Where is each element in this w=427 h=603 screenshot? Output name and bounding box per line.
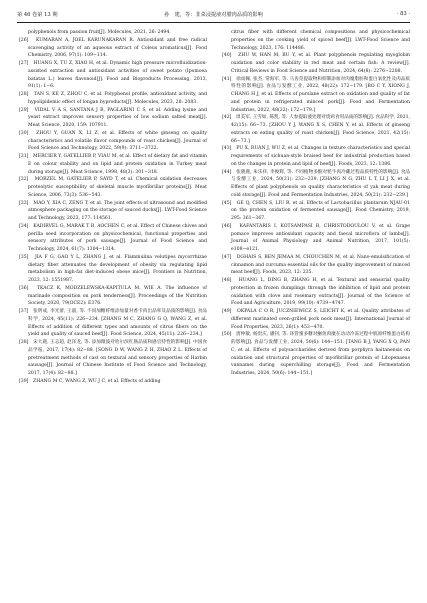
- reference-entry: [26] KUMARAN A, JOEL KARUNAKARAN R. Antioxidant and free radical scavenging activity of an aqueous extract of Coleus aromaticus[J]. Food Chemistry, 2006, 97(1): 109−114.: [19, 37, 207, 59]
- reference-entry: [43] PU X, RUAN J, WU Z, et al. Changes in texture characteristics and special requirements of sichuan-style braised beef for industrial production based on the changes in protein and lipid of beef[J]. Foods, 2023, 12: 1386.: [222, 146, 410, 167]
- reference-entry: [50] 唐仲敏, 杨贵庆, 潘钊, 等. 环管蜜多糖对鮰鱼肉糜在动动冷冻过程中肌原纤维蛋白结构的影响[J]. 食品与发酵工业, 2024, 50(6): 144−151. [TANG B J, YANG X Q, PAN C, et al. Effects of polysaccharides derived from porphyra haitanensis on oxidation and structural properties of myofibrillar protein of Litopenaeus vannamei during superchilling storage[J]. Food and Fermentation Industries, 2024, 50(6): 144−151.]: [222, 332, 410, 376]
- reference-entry: [29] VIDAL V A S, SANTANA J B, PAGLARINI C S, et al. Adding lysine and yeast extract improves sensory properties of low sodium salted meat[J]. Meat Science, 2020, 159: 107911.: [19, 107, 207, 128]
- reference-entry: [46] KAFANTARIS I, KOTSAMPASI B, CHRISTODOULOU V, et al. Grape pomace improves antioxidant capacity and faecal microflora of lambs[J]. Journal of Animal Physiology and Animal Nutrition, 2017, 101(5): e108−e121.: [222, 223, 410, 252]
- reference-entry: [49] OKPALA C O R, JUCZNIEWICZ S, LEICHT K, et al. Quality attributes of different marinated oven-grilled pork neck meat[J]. International Journal of Food Properties, 2023, 26(1): 453−470.: [222, 309, 410, 330]
- reference-entry: [34] KADIRVEL G, MARAK T B, AOCHEN C, et al. Effect of Chinese chives and perilla seed incorporation on physicochemical, functional properties and sensory attributes of pork sausage[J]. Journal of Food Science and Technology, 2024, 61(7): 1304−1314.: [19, 223, 207, 252]
- reference-entry: [48] HUANG L, DING B, ZHANG H, et al. Textural and sensorial quality protection in frozen dumplings through the inhibition of lipid and protein oxidation with clove and rosemary extracts[J]. Journal of the Science of Food and Agriculture, 2019, 99(10): 4739−4747.: [222, 278, 410, 307]
- reference-entry: citrus fiber with different chemical compositions and physicochemical properties on the cooking yield of spiced beef[J]. LWT-Food Science and Technology, 2023, 176: 114486.: [231, 30, 410, 51]
- reference-entry: [42] 周美军, 王雪如, 陈凯, 等. 人参提取液处理对烧鸡食用品质的影响[J]. 食品科学, 2021, 42(15): 66−73. [ZHOU Y J, WANG X S, CHEN Y, et al. Effects of ginseng extracts on eating quality of roast chicken[J]. Food Science, 2021, 42(15): 66−73.]: [222, 115, 410, 144]
- page-number: · 83 ·: [396, 11, 410, 17]
- reference-entry: [33] MAO Y, XIA C, ZENG T, et al. The joint effects of ultrasound and modified atmosphere packaging on the storage of sauced ducks[J]. LWT-Food Science and Technology, 2023, 177: 114561.: [19, 200, 207, 221]
- header-rule: [17, 22, 410, 23]
- reference-entry: [30] ZHOU Y, GUAN X, LI Z, et al. Effects of white ginseng on quality characteristics and volatile flavor compounds of roast chicken[J]. Journal of Food Science and Technology, 2022, 59(9): 3711−3722.: [19, 130, 207, 152]
- reference-entry: [28] TAN S, KE Z, ZHOU C, et al. Polyphenol profile, antioxidant activity, and hypolipidemic effect of longan byproducts[J]. Molecules, 2023, 28: 2083.: [19, 92, 207, 105]
- reference-entry: [35] JIA F G, GAO Y L, ZHANG J, et al. Flammulina velutipes mycorrhizae dietary fiber attenuates the development of obesity via regulating lipid metabolism in high-fat diet-induced obese mice[J]. Frontiers in Nutrition, 2023, 12: 1551987.: [19, 254, 207, 283]
- running-header: [17, 9, 410, 21]
- reference-entry: [38] 宋大鹿, 王志超, 赵泽龙, 等. 添加微波对哈尔滨红肠品质和感官特性的影响[J]. 中国食品学报, 2017, 17(4): 82−88. [SONG D W, WANG Z H, ZHAO Z L. Effects of pretreatment methods of cast on textural and sensory properties of Harbin sausage[J]. Journal of Chinese Institute of Food Science and Technology, 2017, 17(4): 82−88.]: [19, 340, 207, 376]
- reference-entry: [40] ZHU W, HAN M, BU Y, et al. Plant polyphenols regulating myoglobin oxidation and color stability in red meat and certain fish: A review[J]. Critical Reviews in Food Science and Nutrition, 2024, 64(8): 2276−2288.: [222, 53, 410, 74]
- running-title: 孙 建，等：韭菜浸提液对腊肉品质的影响: [164, 12, 263, 18]
- reference-entry: [39] ZHANG M C, WANG Z, WU J C, et al. Effects of adding: [19, 378, 161, 384]
- reference-entry: [44] 张晓鹿, 朱乐祥, 李俊辉, 等. 不同植物多酚对牦牛肉冷藏过程品质特性的影响[J]. 食品与发酵工业, 2024, 50(21): 232−239. [ZHANG N G, ZHU L T, LI J X, et al. Effects of plant polyphenols on quality characteristics of yak meat during cold storage[J]. Food and Fermentation Industries, 2024, 50(21): 232−239.]: [222, 169, 410, 198]
- reference-entry: [31] MERCIER Y, GATELLIER P, VIAU M, et al. Effect of dietary fat and vitamin E on colour stability and on lipid and protein oxidation in Turkey meat during storage[J]. Meat Science, 1998, 48(3): 301−318.: [19, 154, 207, 175]
- reference-entry: polyphenols from passion fruit[J]. Molecules, 2021, 26: 2494.: [28, 30, 171, 35]
- reference-entry: [45] GE Q, CHEN S, LIU R, et al. Effects of Lactobacillus plantarum NJAU-01 on the protein oxidation of fermented sausage[J]. Food Chemistry, 2019, 295: 361−367.: [222, 200, 410, 221]
- references-right-column: [222, 29, 410, 378]
- references-left-column: [19, 29, 207, 386]
- reference-entry: [47] DGHAIS S, BEN JEMAA M, CHOUCHEN M, et al. Nano-emulsification of cinnamon and curcuma essential oils for the quality improvement of minced meat beef[J]. Foods, 2023, 12: 235.: [222, 254, 410, 276]
- reference-entry: [41] 徐雨佩, 张杰, 常海军, 等. 马齿苋提取物和抑制添加对肉糜脂肪和蛋白氧化性及肉品质特性的影响[J]. 食品与发酵工业, 2022, 48(22): 172−179. [BO C Y, XIONG J, CHANG H J, et al. Effects of purslane extract on oxidation and quality of fat and protein in refrigerated minced pork[J]. Food and Fermentation Industries, 2022, 48(22): 172−179.]: [222, 76, 410, 113]
- reference-entry: [27] HUANG X, TU Z, XIAO H, et al. Dynamic high pressure microfluidization-assisted extraction and antioxidant activities of sweet potato (Ipomoea batatas L.) leaves flavonoid[J]. Food and Bioproducts Processing, 2013, 91(1): 1−6.: [19, 61, 207, 90]
- reference-entry: [36] TKACZ K, MODZELEWSKA-KAPITULA M, WIE A. The influence of marinade composition on pork tenderness[J]. Proceedings of the Nutrition Society, 2020, 79(OCE2): E376.: [19, 285, 207, 307]
- journal-issue-label: 第 46 卷第 13 期: [17, 12, 58, 18]
- reference-entry: [32] MORZEL M, GATELIER P, SAYD T, et al. Chemical oxidation decreases proteolytic susceptibility of skeletal muscle myofibrillar proteins[J]. Meat Science, 2006, 73(3): 536−543.: [19, 177, 207, 198]
- reference-entry: [37] 张明成, 李光蕾, 王淑, 等. 不同加糖纤维添加量对香卡肉出品率及品质的影响[J]. 食品科学, 2024, 45(11): 226−234. [ZHANG M C, ZHANG G Q, WANG Z, et al. Effects of addition of different types and amounts of citrus fibers on the yield and quality of sauced beef[J]. Food Science, 2024, 45(11): 226−234.]: [19, 309, 207, 338]
